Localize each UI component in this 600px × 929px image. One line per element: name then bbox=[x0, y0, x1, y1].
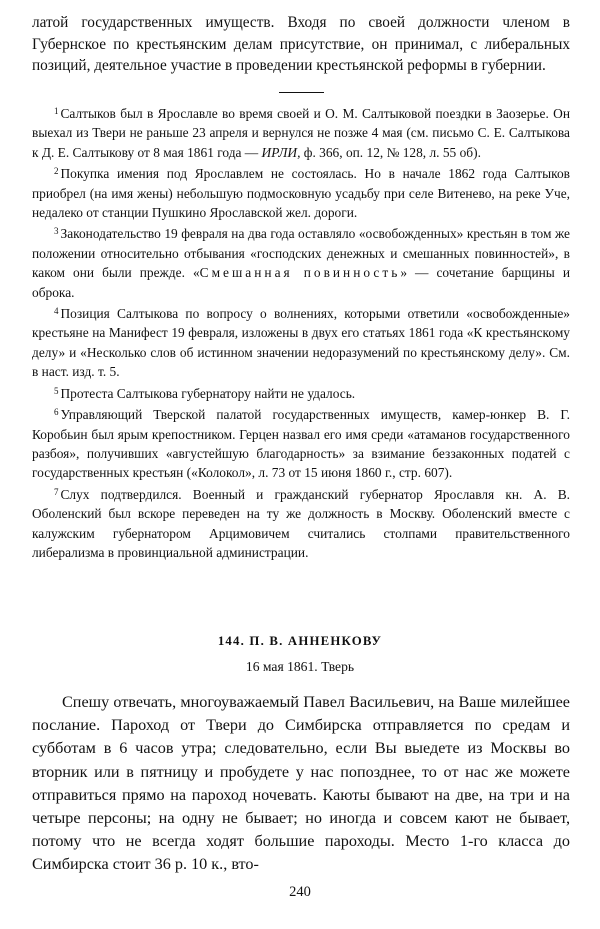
footnote-text: Салтыков был в Ярославле во время своей и О. М. Салтыковой поездки в Заозерье. Он выехал из Твери не раньше 23 апреля и вернулся не позже 4 мая (см. письмо С. Е. Салтыкова к Д. Е. Салтыкову от 8 мая 1861 года — bbox=[32, 106, 570, 160]
footnote-text: Позиция Салтыкова по вопросу о волнениях, которыми ответили «освобожденные» крестьяне на Манифест 19 февраля, изложены в двух его статьях 1861 года «К крестьянскому делу» и «Несколько слов об истинном значении недоразумений по крестьянскому делу». См. в наст. изд. т. 5. bbox=[32, 306, 570, 380]
archive-abbreviation: ИРЛИ, bbox=[261, 144, 301, 160]
letter-heading: 144. П. В. АННЕНКОВУ bbox=[217, 634, 383, 648]
footnote-text: » — сочетание барщины и оброка. bbox=[32, 265, 570, 300]
footnote-text: Законодательство 19 февраля на два года оставляло «освобожденных» крестьян в том же положении относительно отбывания «господских денежных и смешанных повинностей», в каком они были прежде. « bbox=[32, 226, 570, 281]
letter-date: 16 мая 1861. Тверь bbox=[245, 659, 355, 674]
footnote-6 bbox=[32, 403, 570, 483]
footnote-text: Управляющий Тверской палатой государственных имуществ, камер-юнкер В. Г. Коробьин был ярым крепостником. Герцен назвал его имя среди «атаманов государственного разбоя», получивших «августейшую благодарность» за взимание беззаконных податей с государственных крестьян («Колокол», л. 73 от 15 июня 1860 г., стр. 607). bbox=[32, 407, 570, 481]
footnote-text: Протеста Салтыкова губернатору найти не удалось. bbox=[60, 385, 356, 401]
footnote-5 bbox=[32, 382, 570, 403]
spaced-term: Смешанная повинность bbox=[199, 265, 401, 281]
footnote-4 bbox=[32, 302, 570, 382]
footnote-number: 1 bbox=[54, 106, 59, 116]
continued-paragraph: латой государственных имуществ. Входя по своей должности членом в Губернское по крестьянским делам присутствие, он принимал, с либеральных позиций, деятельное участие в проведении крестьянской реформы в губернии. bbox=[32, 14, 570, 74]
footnote-number: 4 bbox=[54, 306, 59, 317]
footnote-separator bbox=[279, 92, 324, 93]
letter-body: Спешу отвечать, многоуважаемый Павел Васильевич, на Ваше милейшее послание. Пароход от Твери до Симбирска отправляется по средам и субботам в 6 часов утра; следовательно, если Вы выедете из Москвы во вторник или в пятницу и пробудете у нас попозднее, то от нас же можете отправиться прямо на пароход ночевать. Каюты бывают на две, на три и на четыре персоны; на одну не бывает; но иногда и совсем кают не бывает, потому что не всегда ходят большие пароходы. Место 1-го класса до Симбирска стоит 36 р. 10 к., вто- bbox=[32, 693, 570, 874]
footnote-text: Слух подтвердился. Военный и гражданский губернатор Ярославля кн. А. В. Оболенский был вскоре переведен на ту же должность в Москву. Оболенский вместе с калужским губернатором Арцимовичем считались столпами правительственного либерализма в провинциальной администрации. bbox=[32, 486, 570, 560]
footnote-7 bbox=[32, 483, 570, 563]
footnotes bbox=[32, 102, 570, 562]
footnote-1 bbox=[32, 102, 570, 162]
footnote-number: 2 bbox=[54, 166, 59, 177]
footnote-3 bbox=[32, 222, 570, 302]
footnote-number: 7 bbox=[54, 486, 59, 497]
footnote-number: 5 bbox=[54, 385, 59, 396]
footnote-number: 6 bbox=[54, 407, 59, 418]
page-number: 240 bbox=[289, 884, 311, 900]
footnote-text: Покупка имения под Ярославлем не состоялась. Но в начале 1862 года Салтыков приобрел (на имя жены) небольшую подмосковную усадьбу при селе Витенево, на реке Уче, недалеко от станции Пушкино Ярославской жел. дороги. bbox=[32, 166, 570, 221]
footnote-text: ф. 366, оп. 12, № 128, л. 55 об). bbox=[300, 144, 481, 160]
footnote-number: 3 bbox=[54, 226, 59, 237]
footnote-2 bbox=[32, 162, 570, 222]
